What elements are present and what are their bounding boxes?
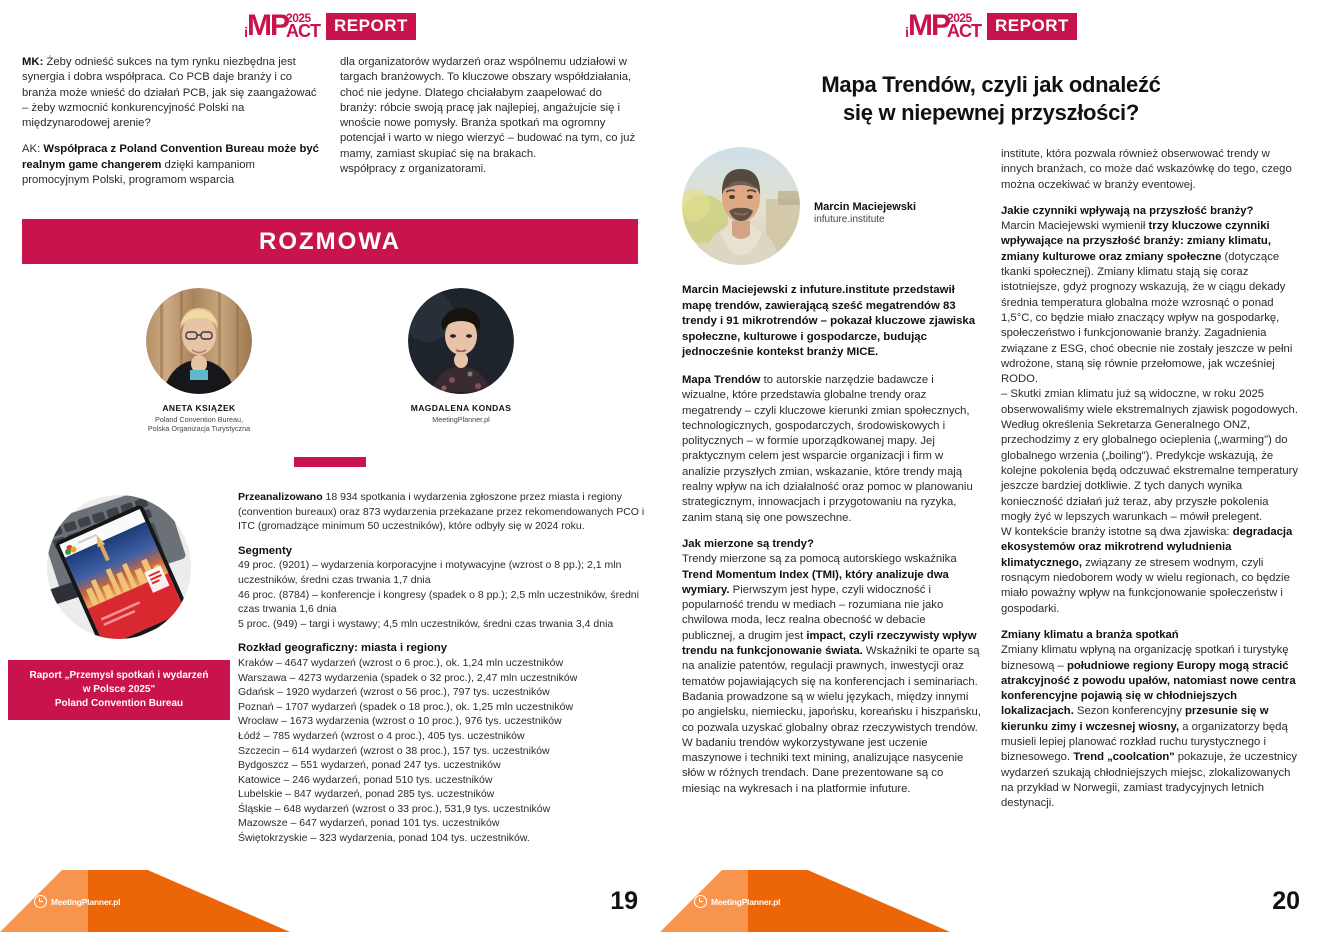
article-columns [660, 127, 1322, 811]
tmi-part-d: impact, czyli rzeczywisty wpływ trendu na funkcjonowanie świata. [682, 629, 977, 658]
interview-column-left [22, 55, 320, 199]
footer-meetingplanner-logo-right [694, 895, 780, 908]
author-organization: infuture.institute [814, 214, 885, 225]
paragraph-text-mining: W badaniu trendów wykorzystywane jest uczenie maszynowe i techniki text mining, analizujące nasycenie słów w różnych trendach. Dane prezentowane są co miesiąc na wykresach i na platformie infuture. [682, 736, 964, 795]
tmi-part-b: Trend Momentum Index (TMI), który analizuje dwa wymiary. [682, 568, 949, 596]
mapa-trendow-bold: Mapa Trendów [682, 373, 761, 386]
geo-item: Szczecin – 614 wydarzeń (wzrost o 38 proc.), 157 tys. uczestników [238, 744, 550, 757]
czynniki-part-a: Marcin Maciejewski wymienił [1001, 220, 1149, 233]
coolcation-part-e: a organizatorzy będą musieli lepiej planować rozkład ruchu turystycznego i biznesowego. [1001, 720, 1288, 764]
headline-line-1: Mapa Trendów, czyli jak odnaleźć [821, 72, 1161, 97]
geo-item: Poznań – 1707 wydarzeń (spadek o 18 proc.), ok. 1,25 mln uczestników [238, 700, 574, 713]
czynniki-part-c: (dotyczące tkanki społecznej). Zmiany klimatu stają się coraz istotniejsze, gdyż prognozy wskazują, że w ciągu dekady średnia temperatura globalna może wzrosnąć o ponad 1,5°C, co będzie miało znaczący wpływ na gospodarkę, społeczeństwo i funkcjonowanie branży. Zagadnienia związane z ESG, choć obecnie nie zostały jeszcze w pełni wdrożone, staną się równie przełomowe, jak wcześniej RODO. [1001, 250, 1293, 386]
coolcation-part-b: południowe regiony Europy mogą stracić atrakcyjność z powodu upałów, natomiast nowe centra konferencyjne pojawią się w chłodniejszych lokalizacjach. [1001, 659, 1296, 718]
logo-act: ACT [947, 21, 982, 41]
geo-item: Kraków – 4647 wydarzeń (wzrost o 6 proc.), ok. 1,24 mln uczestników [238, 656, 564, 669]
answer-continued: dla organizatorów wydarzeń oraz wspólnemu udziałowi w targach branżowych. To kluczowe obszary współdziałania, choć nie jedyne. Dlatego chciałabym zaapelować do branży: róbcie swoją pracę jak najlepiej, angażujcie się i wnoście nowe pomysły. Branża spotkań ma ogromny potencjał i warto w niego wierzyć – budować na tym, co już mamy, zamiast skupiać się na brakach. [340, 56, 636, 160]
speaker-role: MeetingPlanner.pl [432, 415, 490, 425]
stats-geography [238, 641, 646, 845]
czynniki-part-b: trzy kluczowe czynniki wpływające na przyszłość branży: zmiany klimatu, zmiany kulturowe oraz zmiany społeczne [1001, 220, 1271, 263]
degradacja-part-b: degradacja ekosystemów oraz mikrotrend wyludnienia klimatycznego, [1001, 526, 1293, 569]
logo-i-letter: i [905, 24, 909, 40]
paragraph-degradacja [1001, 525, 1300, 617]
tmi-part-c: Pierwszym jest hype, czyli widoczność i popularność trendu w mediach – rozumiana nie jako chwilowa moda, lecz realna obecność w debacie publicznej, a drugim jest [682, 583, 944, 642]
geo-item: Gdańsk – 1920 wydarzeń (wzrost o 56 proc.), 797 tys. uczestników [238, 686, 550, 699]
logo-report-badge: REPORT [326, 13, 416, 40]
report-card [8, 495, 230, 720]
subheading-jak-mierzone: Jak mierzone są trendy? [682, 537, 814, 550]
answer-paragraph [22, 142, 320, 188]
report-caption-line2: w Polsce 2025" [82, 684, 156, 695]
paragraph-mapa-trendow [682, 373, 981, 526]
geo-item: Łódź – 785 wydarzeń (wzrost o 4 proc.), 405 tys. uczestników [238, 729, 525, 742]
avatar [146, 288, 252, 394]
logo-mp-letters: MP [247, 9, 289, 42]
stats-intro-bold: Przeanalizowano [238, 491, 323, 503]
segment-item: 5 proc. (949) – targi i wystawy; 4,5 mln uczestników, średni czas trwania 3,4 dnia [238, 617, 614, 630]
geo-item: Wrocław – 1673 wydarzenia (wzrost o 10 proc.), 976 tys. uczestników [238, 715, 562, 728]
article-column-right [1001, 147, 1300, 811]
logo-i-letter: i [244, 24, 248, 40]
logo-year: 2025 [947, 11, 972, 25]
speaker-photo-2 [408, 288, 514, 394]
speaker-magdalena-kondas [396, 288, 526, 424]
footer-meetingplanner-logo-left [34, 895, 120, 908]
speakers-row [0, 288, 660, 467]
geography-title: Rozkład geograficzny: miasta i regiony [238, 642, 448, 655]
coolcation-part-d: przesunie się w kierunku zimy i wczesnej wiosny, [1001, 705, 1269, 733]
speaker-name: ANETA KSIĄŻEK [162, 403, 236, 414]
question-speaker-initials: MK: [22, 56, 44, 68]
footer-logo-text: MeetingPlanner.pl [711, 896, 781, 907]
speaker-role: Poland Convention Bureau, Polska Organizacja Turystyczna [147, 415, 251, 434]
geo-item: Bydgoszcz – 551 wydarzeń, ponad 247 tys. uczestników [238, 759, 501, 772]
coolcation-part-g: pokazuje, że uczestnicy wydarzeń szukają chłodniejszych miejsc, zlokalizowanych na przykład w Norwegii, zamiast tradycyjnych letnich destynacji. [1001, 751, 1298, 810]
segment-item: 46 proc. (8784) – konferencje i kongresy (spadek o 8 pp.); 2,5 mln uczestników, średni czas trwania 1,6 dnia [238, 588, 639, 616]
coolcation-part-f: Trend „coolcation" [1073, 751, 1175, 764]
footer-logo-text: MeetingPlanner.pl [51, 896, 121, 907]
page-number-left: 19 [610, 887, 638, 915]
paragraph-coolcation [1001, 643, 1300, 811]
report-caption-line3: Poland Convention Bureau [54, 698, 184, 709]
article-lead: Marcin Maciejewski z infuture.institute przedstawił mapę trendów, zawierającą sześć megatrendów 83 trendy i 91 mikrotrendów – pokazał kluczowe zjawiska społeczne, kulturowe i gospodarcze, budując jednocześnie kontekst branży MICE. [682, 284, 976, 359]
answer-bold-text: Współpraca z Poland Convention Bureau może być realnym game changerem [22, 143, 319, 171]
impact-report-logo-left [0, 0, 660, 41]
subheading-zmiany-klimatu: Zmiany klimatu a branża spotkań [1001, 628, 1179, 641]
interview-column-right [340, 55, 638, 199]
headline-line-2: się w niepewnej przyszłości? [842, 100, 1140, 125]
section-banner-rozmowa [22, 219, 638, 264]
answer-speaker-initials: AK: [22, 143, 44, 156]
coolcation-part-c: Sezon konferencyjny [1073, 705, 1185, 718]
degradacja-part-c: związany ze stresem wodnym, czyli rosnącym niedoborem wody w wielu regionach, co będzie miało poważny wpływ na funkcjonowanie społeczeństw i gospodarki. [1001, 556, 1290, 615]
answer-rest-text: dzięki kampaniom promocyjnym Polski, programom wsparcia [22, 158, 255, 187]
question-paragraph [22, 55, 320, 131]
page-number-right: 20 [1272, 887, 1300, 915]
report-caption [8, 660, 230, 720]
speaker-aneta-ksiazek [134, 288, 264, 433]
speakers-divider [294, 457, 366, 467]
geo-item: Katowice – 246 wydarzeń, ponad 510 tys. uczestników [238, 773, 493, 786]
author-meta [800, 147, 916, 225]
report-cover-image [24, 495, 214, 650]
page-right [660, 0, 1322, 932]
tmi-part-a: Trendy mierzone są za pomocą autorskiego wskaźnika [682, 553, 957, 566]
geo-item: Śląskie – 648 wydarzeń (wzrost o 33 proc.), 531,9 tys. uczestników [238, 802, 551, 815]
avatar [682, 147, 800, 265]
interview-columns [0, 41, 660, 199]
clock-icon [34, 895, 47, 908]
subheading-czynniki: Jakie czynniki wpływają na przyszłość branży? [1001, 204, 1254, 217]
geo-item: Warszawa – 4273 wydarzenia (spadek o 32 proc.), 2,47 mln uczestników [238, 671, 578, 684]
article-column-left [682, 147, 981, 811]
speaker-name: MAGDALENA KONDAS [410, 403, 512, 414]
statistics-column [238, 490, 646, 856]
section-banner-label: ROZMOWA [259, 227, 401, 255]
logo-year: 2025 [286, 11, 311, 25]
geo-item: Lubelskie – 847 wydarzeń, ponad 285 tys. uczestników [238, 788, 495, 801]
impact-report-logo-right [660, 0, 1322, 41]
stats-segments [238, 544, 646, 632]
author-block [682, 147, 981, 265]
logo-report-badge: REPORT [987, 13, 1077, 40]
question-text: Żeby odnieść sukces na tym rynku niezbędna jest synergia i dobra współpraca. Co PCB daje branży i co branża może wnieść do działań PCB, jak się zaangażować – żeby wzmocnić konkurencyjność Polski na międzynarodowej arenie? [22, 56, 317, 130]
paragraph-skutki-klimatu: – Skutki zmian klimatu już są widoczne, w roku 2025 obserwowaliśmy wiele ekstremalnych zjawisk pogodowych. Według określenia Sekretarza Generalnego ONZ, przechodzimy z ery globalnego ocieplenia („warming") do globalnego wrzenia („boiling"). Predykcje wskazują, że kolejne pokolenia będą odczuwać ekstremalne temperatury jeszcze bardziej dotkliwie. Z tych danych wynika konieczność działań już teraz, aby przyszłe pokolenia mogły żyć w lepszych warunkach – mówił prelegent. [1001, 388, 1299, 523]
clock-icon [694, 895, 707, 908]
geo-item: Świętokrzyskie – 323 wydarzenia, ponad 104 tys. uczestników. [238, 832, 530, 845]
logo-act: ACT [286, 21, 321, 41]
mapa-trendow-rest: to autorskie narzędzie badawcze i wizualne, które przedstawia globalne trendy oraz megatrendy – czyli kluczowe kierunki zmian społecznych, technologicznych, gospodarczych, środowiskowych i politycznych – w formie uporządkowanej mapy. Jej praktycznym celem jest wsparcie organizacji i firm w analizie przyszłych zmian, wskazanie, które trendy mają realny wpływ na ich działalność oraz pomoc w planowaniu strategicznym, innowacjach i przygotowaniu na ryzyka, zanim staną się one powszechne. [682, 373, 973, 524]
coolcation-part-a: Zmiany klimatu wpłyną na organizację spotkań i turystykę biznesową – [1001, 644, 1289, 672]
author-photo [682, 147, 800, 265]
answer-continued-2: współpracy z organizatorami. [340, 163, 487, 176]
author-name: Marcin Maciejewski [814, 201, 917, 213]
page-left [0, 0, 660, 932]
paragraph-institute: institute, która pozwala również obserwować trendy w innych branżach, co może dać wskazówkę do tego, czego można oczekiwać w branży eventowej. [1001, 148, 1292, 191]
segment-item: 49 proc. (9201) – wydarzenia korporacyjne i motywacyjne (wzrost o 8 pp.); 2,1 mln uczestników, średni czas trwania 1,7 dnia [238, 559, 622, 586]
degradacja-part-a: W kontekście branży istotne są dwa zjawiska: [1001, 526, 1233, 539]
avatar [408, 288, 514, 394]
logo-mp-letters: MP [908, 9, 950, 42]
page-title [710, 71, 1272, 127]
paragraph-czynniki [1001, 219, 1300, 387]
report-caption-line1: Raport „Przemysł spotkań i wydarzeń [29, 670, 209, 681]
geo-item: Mazowsze – 647 wydarzeń, ponad 101 tys. uczestników [238, 817, 500, 830]
stats-intro-rest: 18 934 spotkania i wydarzenia zgłoszone przez miasta i regiony (convention bureaux) oraz 873 wydarzenia przekazane przez rekomendowanych PCO i ITC (gromadzące minimum 50 uczestników), które odbyły się w 2024 roku. [238, 491, 645, 533]
article-body-left [682, 373, 981, 797]
paragraph-tmi [682, 552, 981, 736]
speaker-photo-1 [146, 288, 252, 394]
speakers-divider-wrap [294, 288, 366, 467]
segments-title: Segmenty [238, 544, 292, 557]
tmi-part-e: Wskaźniki te oparte są na analizie patentów, regulacji prawnych, inwestycji oraz tematów pojawiających się na konferencjach i seminariach. Badania prowadzone są w wielu językach, między innymi po angielsku, niemiecku, japońsku, koreańsku i hiszpańsku, co pozwala uzyskać globalny obraz rzeczywistych trendów. [682, 645, 981, 734]
stats-intro [238, 490, 646, 534]
